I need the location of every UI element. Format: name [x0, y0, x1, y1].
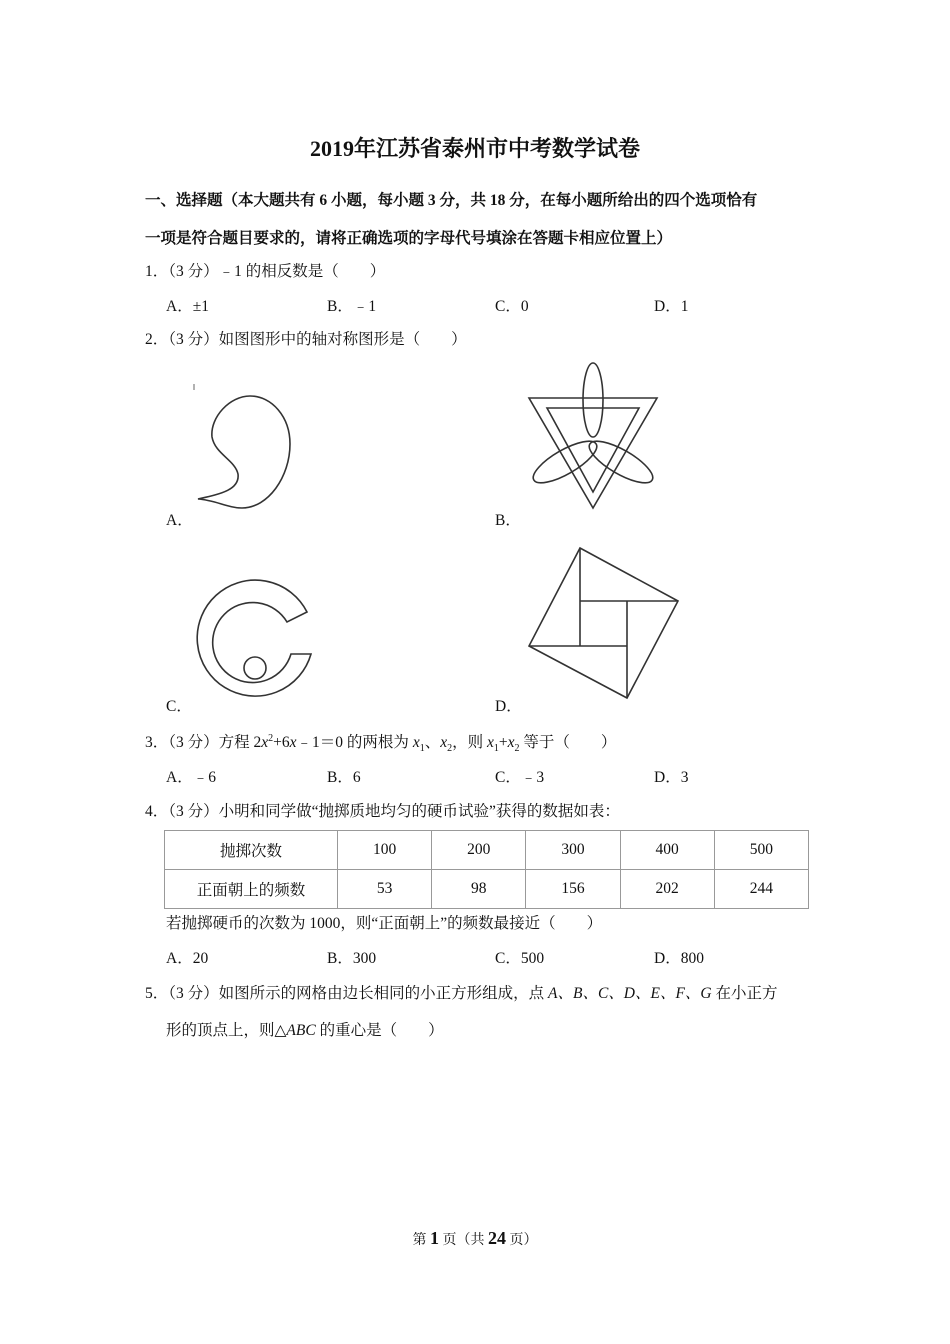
figure-a-shape [190, 382, 300, 514]
q3-sep: 、 [424, 734, 441, 751]
q5-text-d: 的重心是（ ） [315, 1022, 444, 1039]
q5-text-a: 5．（3 分）如图所示的网格由边长相同的小正方形组成，点 [145, 985, 549, 1002]
q3-exponent: 2 [268, 732, 274, 744]
q3-var-x2b: x [507, 734, 515, 751]
q3-option-b: B．6 [327, 769, 361, 786]
q5-text-c: 形的顶点上，则△ [166, 1022, 287, 1039]
q4-followup: 若抛掷硬币的次数为 1000，则“正面朝上”的频数最接近（ ） [166, 915, 603, 932]
question-5-line2 [166, 1018, 444, 1040]
table-cell: 244 [714, 870, 808, 909]
q3-plus: + [498, 734, 508, 751]
table-row [165, 870, 809, 909]
q1-option-c: C．0 [495, 298, 529, 315]
q1-option-a: A．±1 [166, 298, 209, 315]
table-cell: 156 [526, 870, 620, 909]
q3-text-prefix: 3．（3 分）方程 2 [145, 734, 262, 751]
q5-triangle: ABC [286, 1022, 316, 1039]
q4-option-c: C．500 [495, 950, 545, 967]
q3-sub-1: 1 [419, 743, 425, 755]
footer-pre: 第 [412, 1233, 430, 1248]
q3-var-x1: x [412, 734, 420, 751]
q3-var-x-linear: x [289, 734, 297, 751]
table-cell: 500 [714, 831, 808, 870]
table-cell: 202 [620, 870, 714, 909]
footer-post: 页） [506, 1233, 538, 1248]
page-title: 2019年江苏省泰州市中考数学试卷 [309, 136, 640, 161]
table-cell: 抛掷次数 [165, 831, 338, 870]
table-cell: 53 [338, 870, 432, 909]
q3-option-c: C．﹣3 [495, 769, 545, 786]
q3-var-x2: x [440, 734, 448, 751]
table-cell: 300 [526, 831, 620, 870]
table-row [165, 831, 809, 870]
q5-text-b: 在小正方 [711, 985, 778, 1002]
table-cell: 100 [338, 831, 432, 870]
q3-text-suffix: 等于（ ） [519, 734, 617, 751]
section-header-line1: 一、选择题（本大题共有 6 小题，每小题 3 分，共 18 分，在每小题所给出的四个选项恰有 [145, 192, 758, 209]
q2-label-a: A． [166, 512, 193, 529]
table-cell: 正面朝上的频数 [165, 870, 338, 909]
q5-points: A、B、C、D、E、F、G [548, 985, 712, 1002]
q3-option-d: D．3 [654, 769, 689, 786]
q3-text-mid2: ﹣1＝0 的两根为 [296, 734, 413, 751]
figure-d-shape [525, 545, 683, 703]
q3-text-mid3: ，则 [452, 734, 487, 751]
q2-label-b: B． [495, 512, 521, 529]
question-4: 4．（3 分）小明和同学做“抛掷质地均匀的硬币试验”获得的数据如表： [145, 803, 620, 820]
question-2: 2．（3 分）如图图形中的轴对称图形是（ ） [145, 331, 467, 348]
frequency-table [164, 830, 809, 909]
q4-option-a: A．20 [166, 950, 209, 967]
q2-label-c: C． [166, 698, 192, 715]
q3-var-x: x [261, 734, 269, 751]
figure-c-shape [195, 580, 315, 702]
q3-sub-2: 2 [447, 743, 453, 755]
table-cell: 200 [432, 831, 526, 870]
page-footer [0, 1228, 950, 1249]
q3-var-x1b: x [487, 734, 494, 751]
q3-sub-1b: 1 [493, 743, 499, 755]
footer-mid: 页（共 [439, 1233, 488, 1248]
q1-option-d: D．1 [654, 298, 689, 315]
q4-option-d: D．800 [654, 950, 704, 967]
figure-b-shape [525, 362, 665, 514]
section-header-line2: 一项是符合题目要求的，请将正确选项的字母代号填涂在答题卡相应位置上） [145, 230, 673, 247]
table-cell: 98 [432, 870, 526, 909]
question-5-line1 [145, 981, 778, 1003]
page-number: 1 [430, 1228, 439, 1248]
page-total: 24 [488, 1228, 506, 1248]
q3-option-a: A．﹣6 [166, 769, 216, 786]
question-3 [145, 730, 616, 754]
question-1: 1．（3 分）﹣1 的相反数是（ ） [145, 263, 386, 280]
q1-option-b: B．﹣1 [327, 298, 377, 315]
table-cell: 400 [620, 831, 714, 870]
q3-sub-2b: 2 [514, 743, 520, 755]
q2-label-d: D． [495, 698, 522, 715]
q4-option-b: B．300 [327, 950, 377, 967]
q3-text-mid: +6 [273, 734, 290, 751]
